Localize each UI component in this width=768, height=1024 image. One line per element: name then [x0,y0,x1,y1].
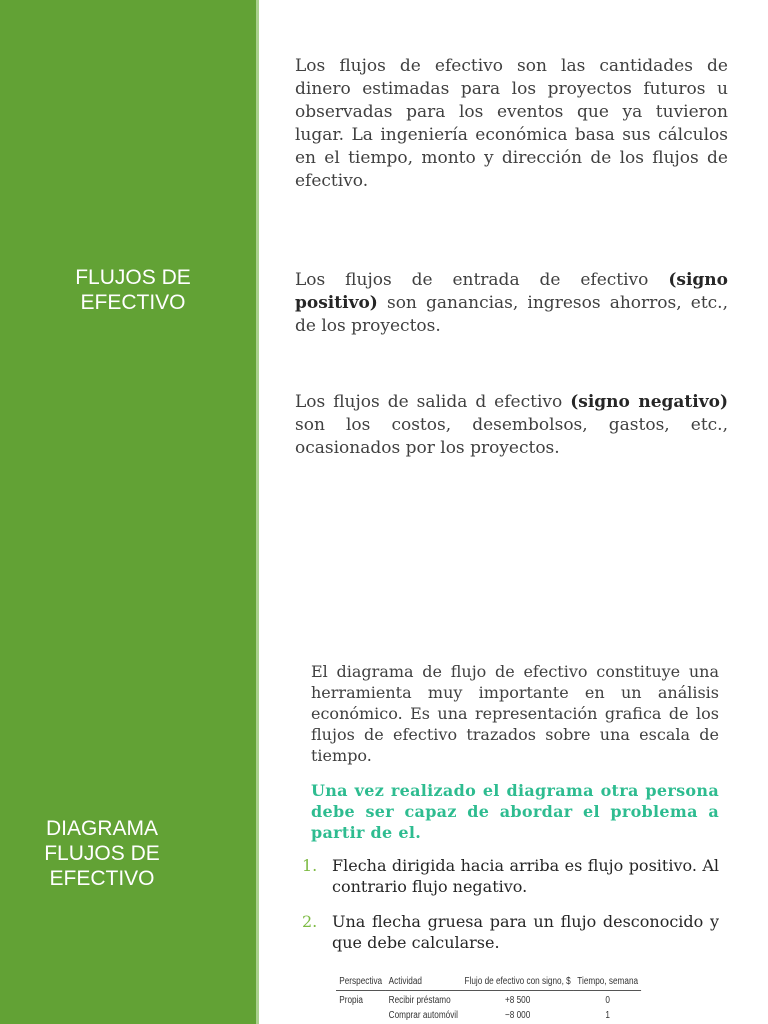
table-header: Perspectiva [336,975,385,991]
slide-title [0,265,266,315]
slide-title-line: EFECTIVO [49,867,155,890]
inflow-text: Los flujos de entrada de efectivo [295,270,669,290]
table-header: Actividad [385,975,461,991]
table-cell: Propia [339,995,363,1006]
outflow-sign: (signo negativo) [570,392,728,412]
sidebar-panel [0,512,256,1024]
table-row [336,1006,641,1021]
sidebar-edge [256,0,259,512]
table-cell: +8 500 [504,995,531,1006]
diagram-paragraph: El diagrama de flujo de efectivo constituye una herramienta muy importante en un análisis económico. Es una representación grafica de los flujos de efectivo trazados sobre una escala de tiempo. [311,662,719,765]
inflow-paragraph [295,269,728,338]
sidebar-panel [0,0,256,512]
table-cell: 0 [605,995,610,1006]
highlight-paragraph: Una vez realizado el diagrama otra persona debe ser capaz de abordar el problema a partir de el. [311,781,719,842]
inflow-sign: (signo positivo) [295,270,728,313]
list-item [301,855,719,897]
slide-diagrama-flujos [0,512,768,1024]
slide-title-line: EFECTIVO [80,291,186,314]
numbered-list [301,855,719,967]
sidebar-edge [256,512,259,1024]
table-cell: −8 000 [504,1010,531,1021]
list-number: 1. [302,856,318,875]
inflow-text-rest: son ganancias, ingresos ahorros, etc., de los proyectos. [295,293,728,336]
cash-flow-table [336,975,641,1021]
table-header: Tiempo, semana [574,975,641,991]
table-header: Flujo de efectivo con signo, $ [461,975,574,991]
table-cell [336,1006,385,1021]
outflow-paragraph [295,391,728,460]
list-text: Una flecha gruesa para un flujo desconocido y que debe calcularse. [332,912,719,952]
table-cell: 1 [605,1010,610,1021]
table-header-row [336,975,641,991]
slide-title-line: FLUJOS DE [44,842,160,865]
slide-title-line: FLUJOS DE [75,266,191,289]
table-cell: Comprar automóvil [388,1010,458,1021]
slide-title [0,816,204,891]
slide-title-line: DIAGRAMA [45,817,158,840]
definition-paragraph: Los flujos de efectivo son las cantidades de dinero estimadas para los proyectos futuros u observadas para los eventos que ya tuvieron lugar. La ingeniería económica basa sus cálculos en el tiempo, monto y dirección de los flujos de efectivo. [295,56,728,191]
table-cell: Recibir préstamo [388,995,451,1006]
table-row [336,991,641,1007]
outflow-text-rest: son los costos, desembolsos, gastos, etc., ocasionados por los proyectos. [295,415,728,458]
list-item [301,911,719,953]
outflow-text: Los flujos de salida d efectivo [295,392,571,412]
list-number: 2. [302,912,318,931]
list-text: Flecha dirigida hacia arriba es flujo positivo. Al contrario flujo negativo. [332,856,719,896]
